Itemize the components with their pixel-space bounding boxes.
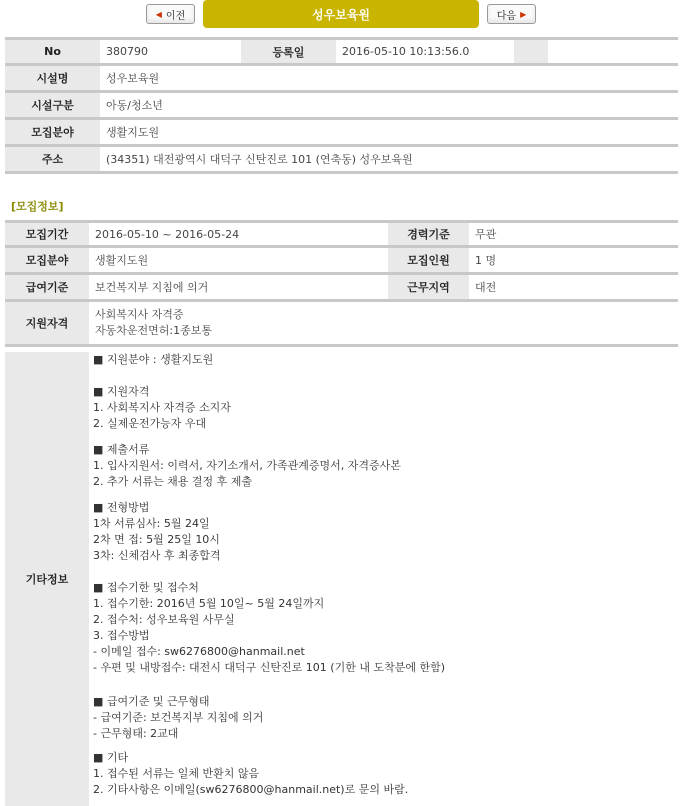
count-value: 1 명 [475, 254, 497, 267]
other-line: 1차 서류심사: 5월 24일 [93, 517, 210, 530]
qualification-label: 지원자격 [5, 302, 89, 344]
other-line: 2. 실제운전가능자 우대 [93, 417, 207, 430]
other-line: ■ 전형방법 [93, 501, 150, 514]
address-value: (34351) 대전광역시 대덕구 신탄진로 101 (연축동) 성우보육원 [106, 153, 413, 166]
region-label: 근무지역 [388, 275, 469, 299]
recruit-row-qualification [5, 302, 678, 347]
next-button[interactable] [487, 4, 536, 24]
other-block-field [93, 352, 213, 368]
qualification-line: 사회복지사 자격증 [95, 308, 184, 321]
other-info-content [89, 352, 678, 806]
other-line: - 근무형태: 2교대 [93, 727, 179, 740]
info-row-category [5, 93, 678, 120]
other-block-salary [93, 694, 263, 742]
other-line: ■ 급여기준 및 근무형태 [93, 695, 210, 708]
region-value: 대전 [475, 281, 497, 294]
other-line: 2. 추가 서류는 채용 결정 후 제출 [93, 475, 252, 488]
other-line: 2차 면 접: 5월 25일 10시 [93, 533, 220, 546]
other-line: 3차: 신체검사 후 최종합격 [93, 549, 221, 562]
other-block-qualification [93, 384, 231, 432]
other-line: 2. 기타사항은 이메일(sw6276800@hanmail.net)로 문의 바람. [93, 783, 409, 796]
recruit-row-field [5, 248, 678, 275]
page-title: 성우보육원 [203, 0, 479, 28]
other-line: 1. 접수기한: 2016년 5월 10일~ 5월 24일까지 [93, 597, 325, 610]
prev-button[interactable] [146, 4, 195, 24]
info-row-address [5, 147, 678, 174]
recruit-row-salary [5, 275, 678, 302]
recruit-field-label: 모집분야 [5, 248, 89, 272]
other-line: ■ 제출서류 [93, 443, 150, 456]
section-title: [모집정보] [11, 200, 64, 213]
salary-label: 급여기준 [5, 275, 89, 299]
recruit-row-period [5, 220, 678, 248]
field-label: 모집분야 [5, 120, 100, 144]
info-row-facility [5, 66, 678, 93]
period-value: 2016-05-10 ~ 2016-05-24 [95, 227, 240, 241]
other-line: ■ 기타 [93, 751, 129, 764]
category-value: 아동/청소년 [106, 99, 163, 112]
facility-label: 시설명 [5, 66, 100, 90]
other-line: 1. 사회복지사 자격증 소지자 [93, 401, 231, 414]
other-line: 2. 접수처: 성우보육원 사무실 [93, 613, 235, 626]
regdate-value: 2016-05-10 10:13:56.0 [342, 45, 470, 58]
no-label: No [5, 40, 100, 63]
arrow-left-icon: ◀ [155, 9, 162, 19]
info-row-no [5, 37, 678, 66]
field-value: 생활지도원 [106, 126, 160, 139]
other-line: 3. 접수방법 [93, 629, 150, 642]
other-block-application [93, 580, 445, 676]
empty-value-cell [548, 40, 608, 63]
arrow-right-icon: ▶ [520, 9, 527, 19]
other-line: - 급여기준: 보건복지부 지침에 의거 [93, 711, 264, 724]
other-block-documents [93, 442, 401, 490]
qualification-value [89, 302, 678, 344]
info-row-field [5, 120, 678, 147]
count-label: 모집인원 [388, 248, 469, 272]
other-block-etc [93, 750, 408, 798]
other-info-label: 기타정보 [5, 352, 89, 806]
facility-value: 성우보육원 [106, 72, 160, 85]
facility-info-table [5, 37, 678, 174]
salary-value: 보건복지부 지침에 의거 [95, 281, 209, 294]
other-line: - 우편 및 내방접수: 대전시 대덕구 신탄진로 101 (기한 내 도착분에 한함) [93, 661, 445, 674]
other-line: ■ 접수기한 및 접수처 [93, 581, 199, 594]
period-label: 모집기간 [5, 223, 89, 245]
next-label: 다음 [496, 10, 517, 22]
recruit-info-table [5, 220, 678, 347]
other-line: 1. 입사지원서: 이력서, 자기소개서, 가족관계증명서, 자격증사본 [93, 459, 401, 472]
other-block-process [93, 500, 220, 564]
empty-label-cell [514, 40, 548, 63]
other-line: ■ 지원분야 : 생활지도원 [93, 353, 214, 366]
career-value: 무관 [475, 228, 497, 241]
other-line: - 이메일 접수: sw6276800@hanmail.net [93, 645, 305, 658]
other-line: ■ 지원자격 [93, 385, 150, 398]
no-value: 380790 [106, 45, 148, 58]
prev-label: 이전 [165, 10, 186, 22]
qualification-line: 자동차운전면허:1종보통 [95, 324, 212, 337]
address-label: 주소 [5, 147, 100, 171]
category-label: 시설구분 [5, 93, 100, 117]
navigation-bar [0, 0, 690, 28]
regdate-label: 등록일 [241, 40, 336, 63]
recruit-field-value: 생활지도원 [95, 254, 149, 267]
other-line: 1. 접수된 서류는 일체 반환치 않음 [93, 767, 260, 780]
career-label: 경력기준 [388, 223, 469, 245]
